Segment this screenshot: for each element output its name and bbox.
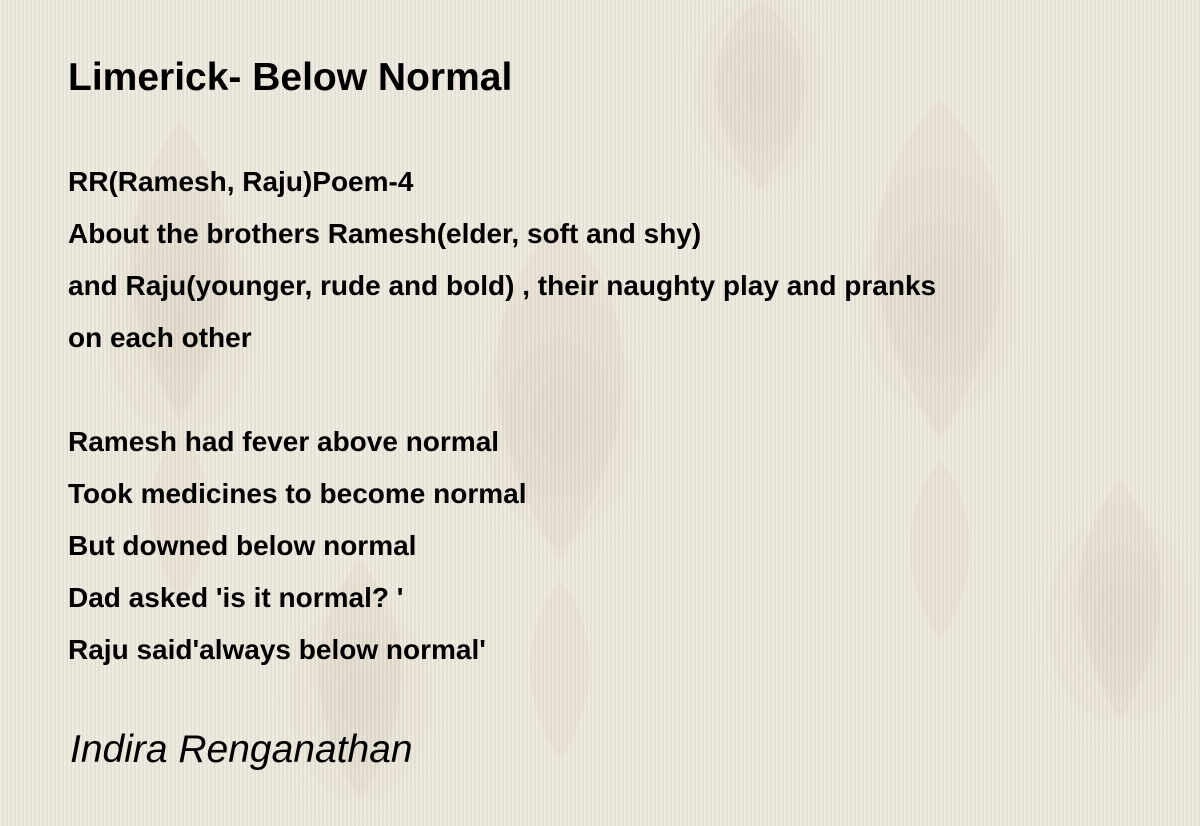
poem-author: Indira Renganathan [70, 728, 413, 771]
poem-line: But downed below normal [68, 530, 417, 561]
stanza-break [68, 364, 1168, 416]
poem-title: Limerick- Below Normal [68, 56, 513, 99]
poem-line: Dad asked 'is it normal? ' [68, 582, 404, 613]
poem-line: Took medicines to become normal [68, 478, 527, 509]
poem-line: Ramesh had fever above normal [68, 426, 500, 457]
poem-line: RR(Ramesh, Raju)Poem-4 [68, 166, 414, 197]
poem-body [68, 156, 1168, 676]
poem-line: and Raju(younger, rude and bold) , their naughty play and pranks [68, 270, 937, 301]
poem-line: About the brothers Ramesh(elder, soft and shy) [68, 218, 702, 249]
poem-line: on each other [68, 322, 252, 353]
poem-line: Raju said'always below normal' [68, 634, 486, 665]
